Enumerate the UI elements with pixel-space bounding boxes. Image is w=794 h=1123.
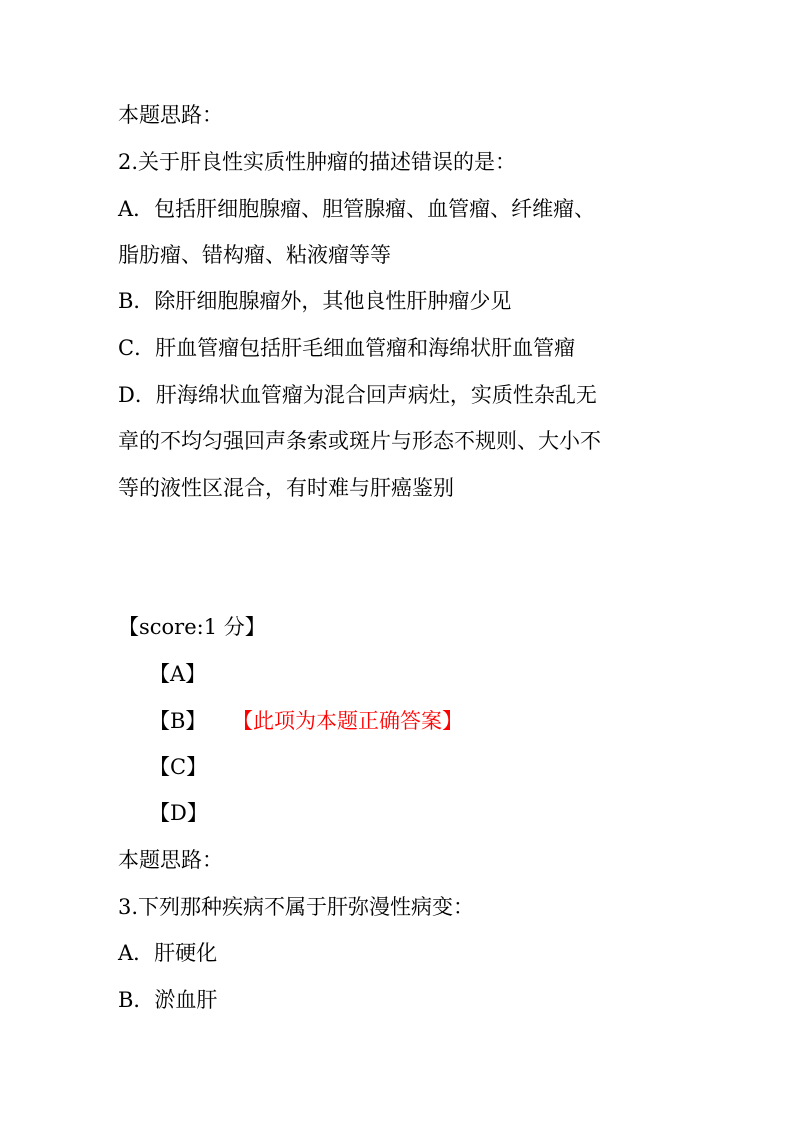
q3-option-b: B．淤血肝 — [118, 988, 218, 1012]
q1-analysis-label: 本题思路： — [118, 103, 223, 127]
q3-stem: 3.下列那种疾病不属于肝弥漫性病变： — [118, 895, 475, 919]
q3-option-a: A．肝硬化 — [118, 941, 218, 965]
q2-option-a-line2: 脂肪瘤、错构瘤、粘液瘤等等 — [118, 243, 391, 267]
q2-correct-answer-mark: 【此项为本题正确答案】 — [232, 709, 463, 733]
q2-answer-d: 【D】 — [149, 801, 208, 825]
q2-option-a-line1: A．包括肝细胞腺瘤、胆管腺瘤、血管瘤、纤维瘤、 — [118, 197, 596, 221]
q2-score: 【score:1 分】 — [118, 615, 266, 639]
q2-stem: 2.关于肝良性实质性肿瘤的描述错误的是： — [118, 150, 517, 174]
q2-option-d-line2: 章的不均匀强回声条索或斑片与形态不规则、大小不 — [118, 429, 601, 453]
q2-answer-b: 【B】 — [149, 709, 207, 733]
q2-option-c: C．肝血管瘤包括肝毛细血管瘤和海绵状肝血管瘤 — [118, 336, 576, 360]
q2-option-d-line3: 等的液性区混合，有时难与肝癌鉴别 — [118, 476, 454, 500]
q2-option-b: B．除肝细胞腺瘤外，其他良性肝肿瘤少见 — [118, 289, 512, 313]
q2-answer-a: 【A】 — [149, 662, 207, 686]
q2-option-d-line1: D．肝海绵状血管瘤为混合回声病灶，实质性杂乱无 — [118, 383, 597, 407]
q2-analysis-label: 本题思路： — [118, 848, 223, 872]
q2-answer-c: 【C】 — [149, 755, 208, 779]
